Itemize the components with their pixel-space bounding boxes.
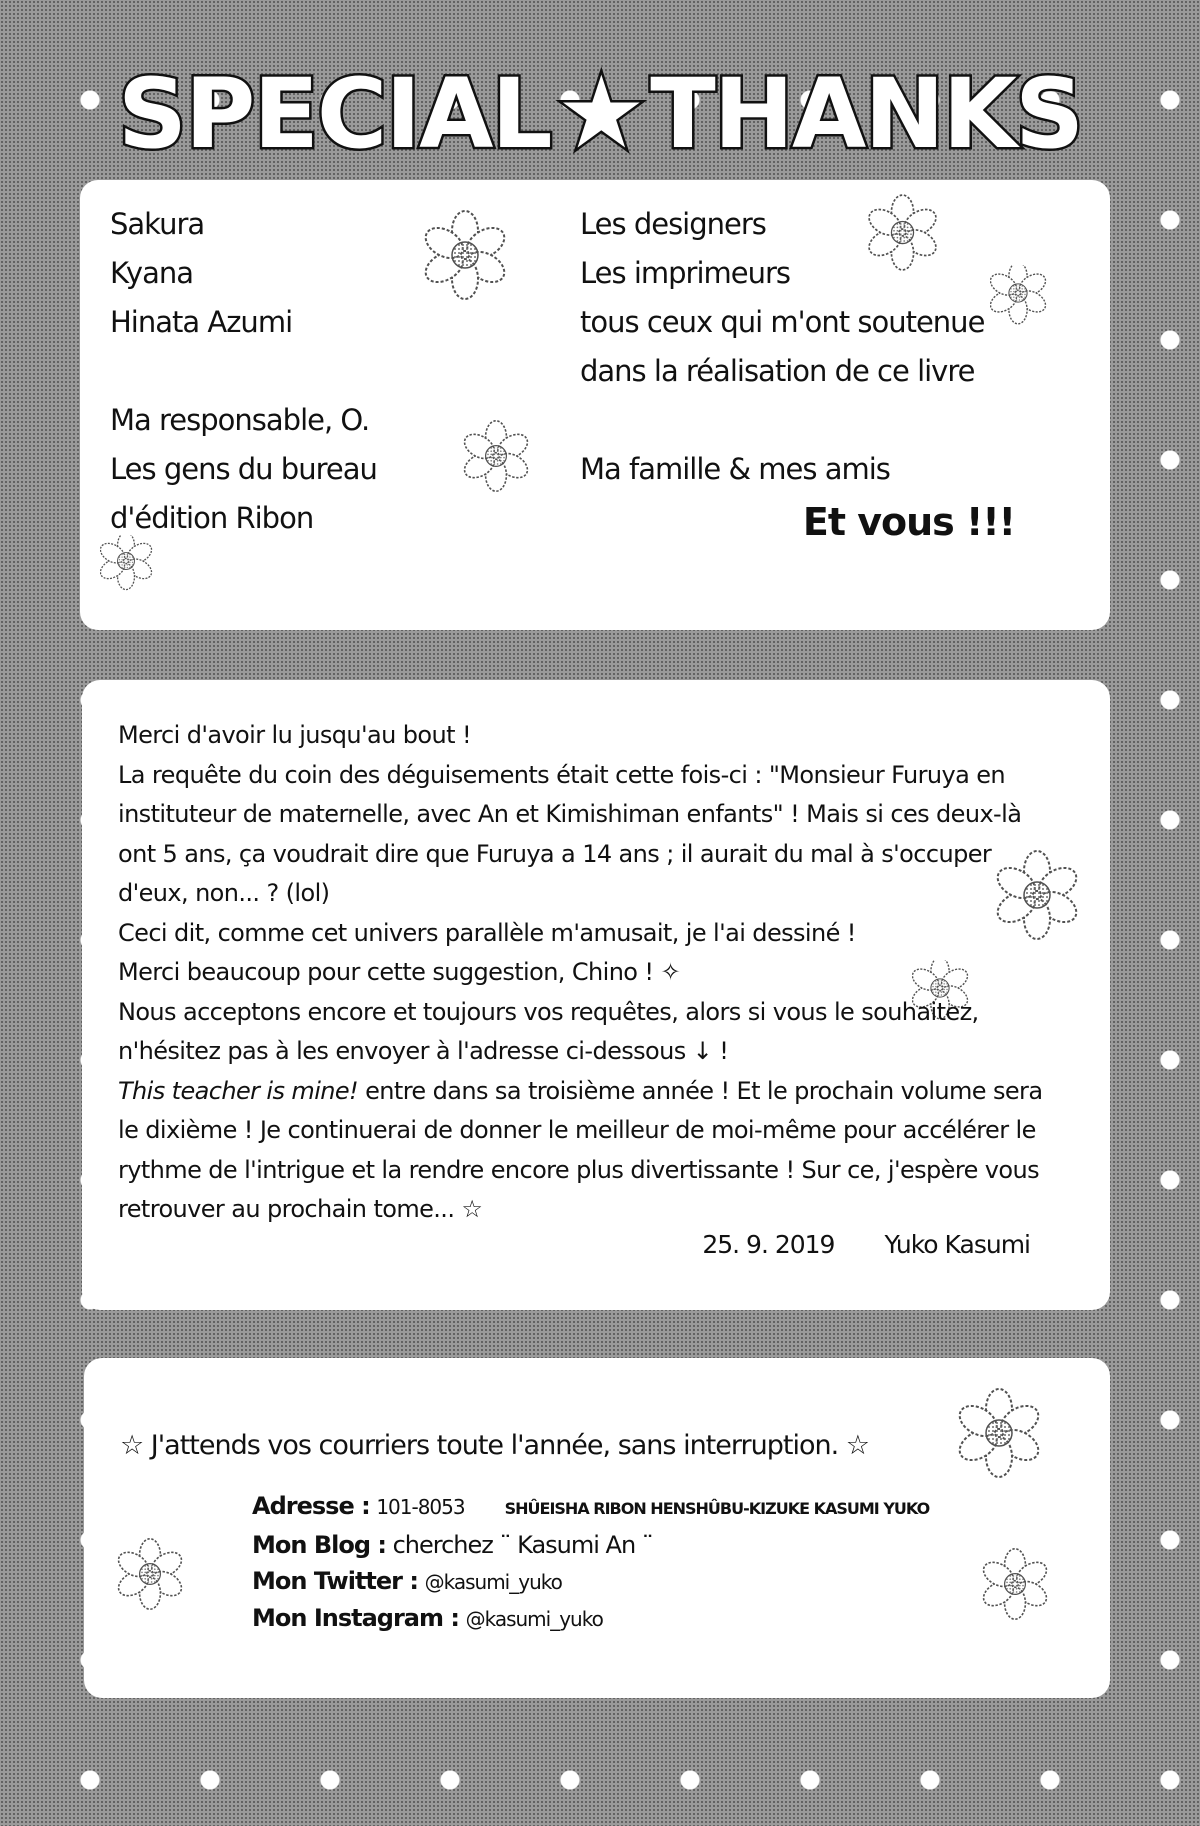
thanks-closing: Et vous !!!	[802, 500, 1015, 544]
thanks-panel	[80, 180, 1110, 630]
thanks-right-column	[580, 200, 984, 494]
thanks-name: Les designers	[580, 207, 766, 241]
title-right: THANKS	[650, 58, 1083, 170]
blog-value: cherchez ¨ Kasumi An ¨	[392, 1531, 653, 1559]
letter-line: La requête du coin des déguisements était cette fois-ci : "Monsieur Furuya en instituteur de maternelle, avec An et Kimishiman enfants" ! Mais si ces deux-là ont 5 ans, ça voudrait dire que Furuya a 14 ans ; il aurait du mal à s'occuper d'eux, non... ? (lol)	[118, 760, 1022, 907]
postal-code: 101-8053	[376, 1495, 465, 1519]
letter-line: Ceci dit, comme cet univers parallèle m'amusait, je l'ai dessiné !	[118, 918, 856, 947]
thanks-name: tous ceux qui m'ont soutenue	[580, 305, 985, 339]
letter-panel	[82, 680, 1110, 1310]
letter-line: Nous acceptons encore et toujours vos requêtes, alors si vous le souhaitez, n'hésitez pas à les envoyer à l'adresse ci-dessous ↓ !	[118, 997, 979, 1065]
thanks-name: Les gens du bureau	[110, 452, 377, 486]
instagram-label: Mon Instagram :	[252, 1604, 459, 1632]
title-left: SPECIAL	[117, 58, 551, 170]
flower-icon	[944, 1378, 1054, 1488]
letter-text: entre dans sa troisième année ! Et le prochain volume sera le dixième ! Je continuerai de donner le meilleur de moi-même pour accélérer le rythme de l'intrigue et la rendre encore plus divertissante ! Sur ce, j'espère vous retrouver au prochain tome... ☆	[118, 1076, 1043, 1223]
thanks-name: dans la réalisation de ce livre	[580, 354, 975, 388]
thanks-left-column	[110, 200, 377, 543]
address-label: Adresse :	[252, 1492, 370, 1520]
instagram-handle: @kasumi_yuko	[465, 1607, 603, 1631]
letter-body	[118, 716, 1048, 1230]
twitter-handle: @kasumi_yuko	[424, 1570, 562, 1594]
book-title: This teacher is mine!	[118, 1076, 359, 1105]
flower-icon	[410, 200, 520, 310]
thanks-name: Les imprimeurs	[580, 256, 791, 290]
thanks-name: Hinata Azumi	[110, 305, 293, 339]
letter-line: Merci beaucoup pour cette suggestion, Chino ! ✧	[118, 958, 680, 986]
special-thanks-title	[0, 54, 1200, 171]
thanks-name: d'édition Ribon	[110, 501, 314, 535]
thanks-name: Kyana	[110, 256, 193, 290]
letter-line	[118, 1072, 1048, 1230]
flower-icon	[460, 420, 550, 510]
twitter-label: Mon Twitter :	[252, 1567, 418, 1595]
letter-line: Merci d'avoir lu jusqu'au bout !	[118, 721, 471, 749]
flower-icon	[114, 1538, 204, 1628]
flower-icon	[100, 535, 180, 615]
contact-info	[252, 1488, 929, 1637]
address-value: SHÛEISHA RIBON HENSHÛBU-KIZUKE KASUMI YUKO	[504, 1499, 930, 1518]
flower-icon	[990, 265, 1070, 345]
thanks-name: Ma famille & mes amis	[580, 452, 890, 486]
flower-icon	[979, 1548, 1069, 1638]
star-icon: ★	[556, 54, 645, 171]
contact-panel	[84, 1358, 1110, 1698]
blog-label: Mon Blog :	[252, 1531, 386, 1559]
letter-date: 25. 9. 2019	[702, 1230, 835, 1259]
thanks-name: Ma responsable, O.	[110, 403, 370, 437]
thanks-name: Sakura	[110, 207, 205, 241]
signature	[702, 1230, 1030, 1259]
letter-author: Yuko Kasumi	[884, 1230, 1030, 1259]
mail-heading: ☆ J'attends vos courriers toute l'année, sans interruption. ☆	[120, 1430, 869, 1461]
